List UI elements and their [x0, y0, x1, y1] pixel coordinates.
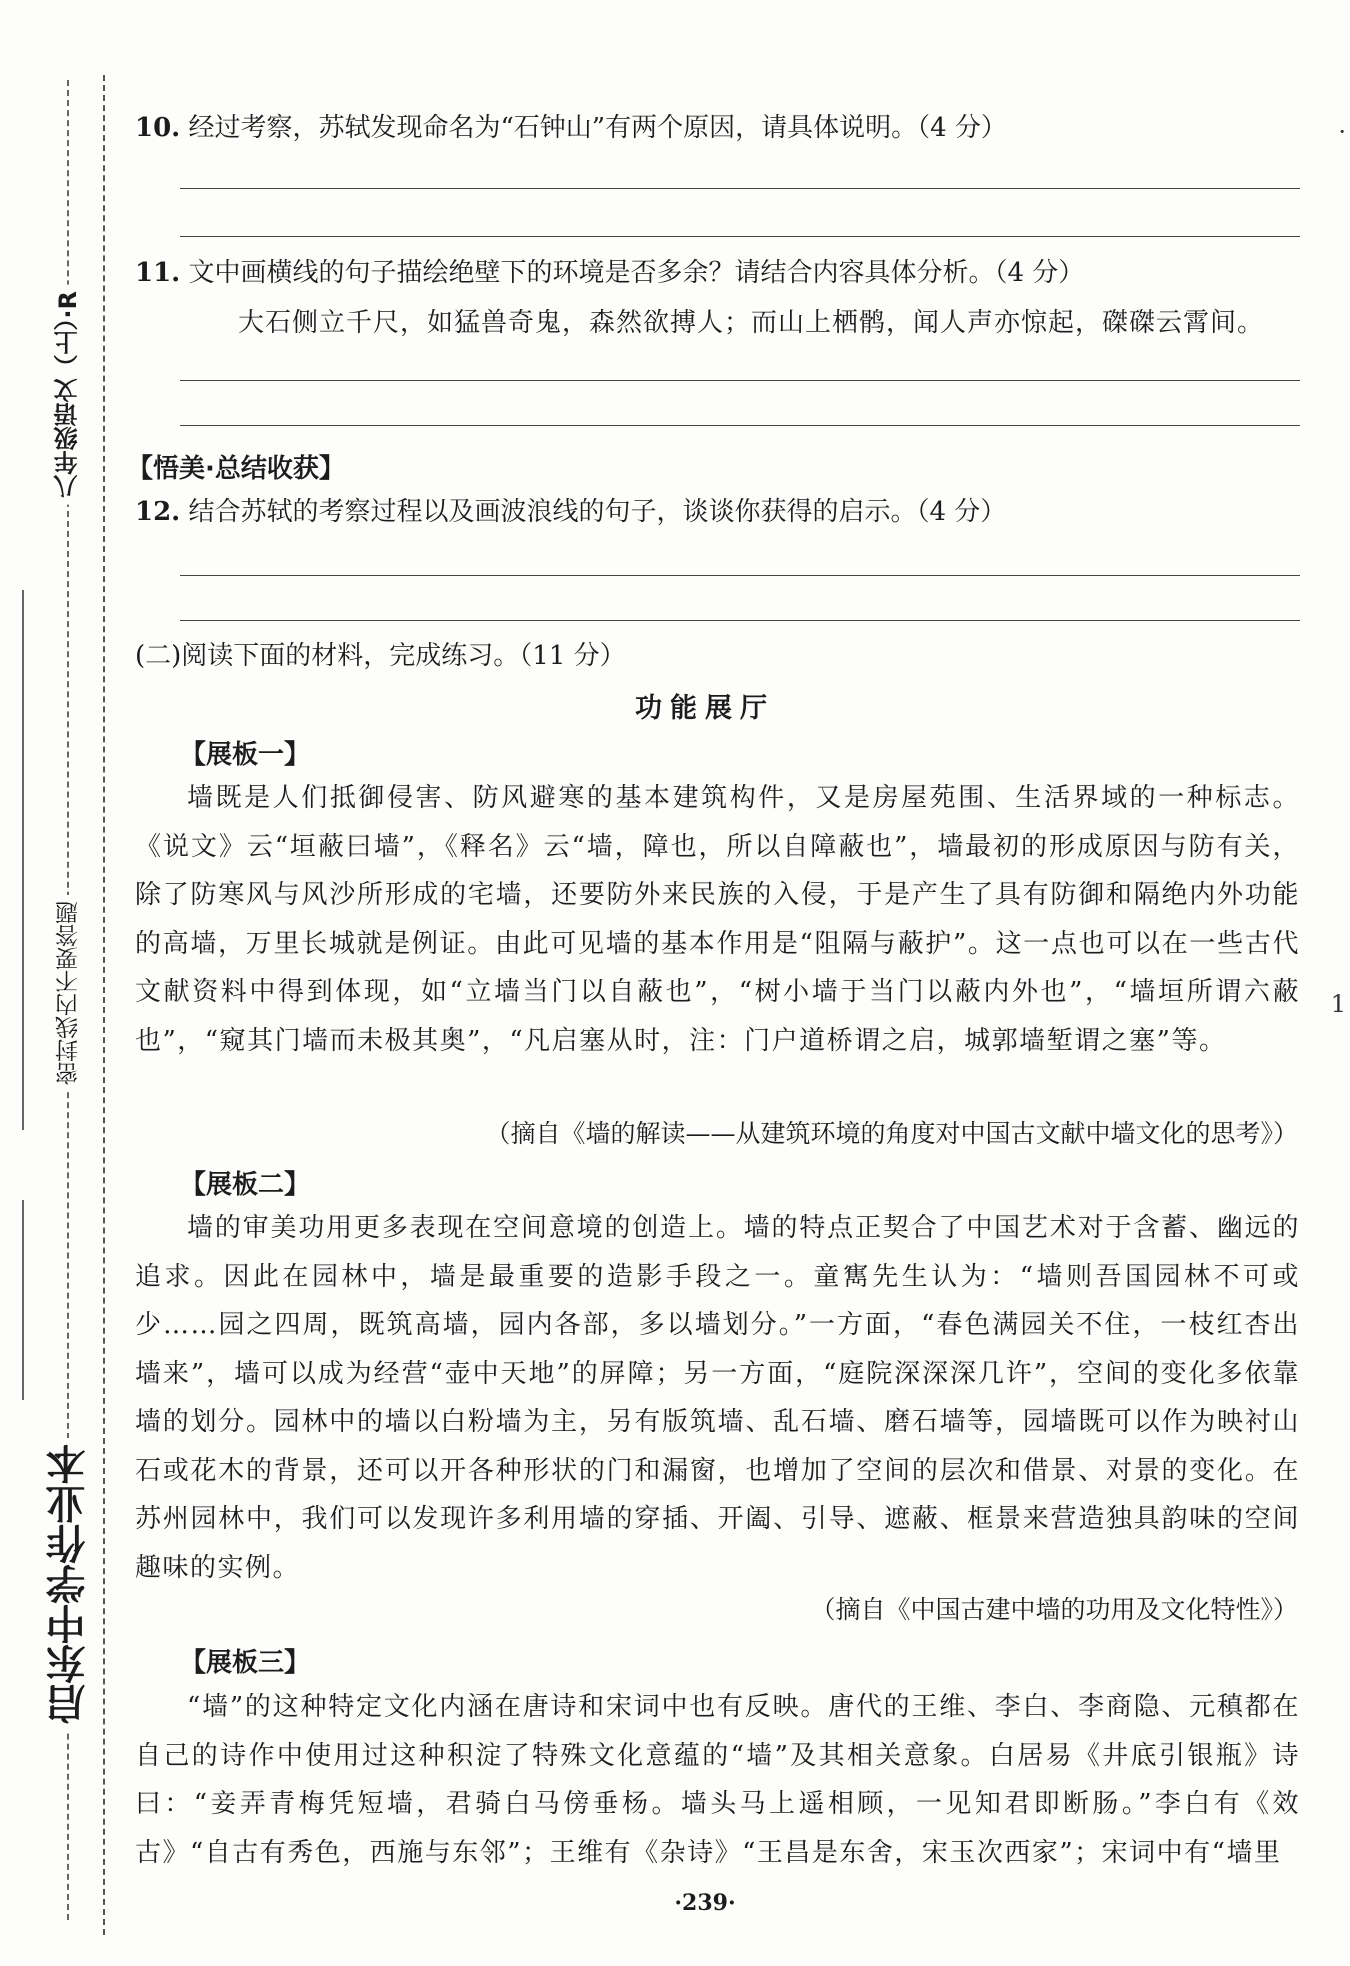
answer-line[interactable] [180, 236, 1300, 237]
spine-book-title: 启东中学作业本 [40, 1438, 97, 1730]
panel-1-source: （摘自《墙的解读——从建筑环境的角度对中国古文献中墙文化的思考》） [485, 1119, 1298, 1148]
question-text: 经过考察，苏轼发现命名为“石钟山”有两个原因，请具体说明。（4 分） [188, 113, 1007, 143]
question-text: 文中画横线的句子描绘绝壁下的环境是否多余？请结合内容具体分析。（4 分） [188, 258, 1085, 288]
question-text: 结合苏轼的考察过程以及画波浪线的句子，谈谈你获得的启示。（4 分） [188, 497, 1007, 527]
margin-dashed-line [103, 75, 105, 1935]
edge-mark: · [1338, 118, 1346, 146]
panel-2-body: 墙的审美功用更多表现在空间意境的创造上。墙的特点正契合了中国艺术对于含蓄、幽远的追求。因此在园林中，墙是最重要的造影手段之一。童寯先生认为：“墙则吾国园林不可或少……园之四周，既筑高墙，园内各部，多以墙划分。”一方面，“春色满园关不住，一枝红杏出墙来”，墙可以成为经营“壶中天地”的屏障；另一方面，“庭院深深深几许”，空间的变化多依靠墙的划分。园林中的墙以白粉墙为主，另有版筑墙、乱石墙、磨石墙等，园墙既可以作为映衬山石或花木的背景，还可以开各种形状的门和漏窗，也增加了空间的层次和借景、对景的变化。在苏州园林中，我们可以发现许多利用墙的穿插、开阖、引导、遮蔽、框景来营造独具韵味的空间趣味的实例。 [135, 1213, 1300, 1583]
binding-solid-line [22, 590, 24, 1130]
edge-mark: 1 [1330, 990, 1346, 1018]
question-10 [135, 110, 1007, 146]
answer-line[interactable] [180, 620, 1300, 621]
binding-solid-line-lower [22, 1200, 24, 1400]
spine-seal-note: 密封线内不要答题 [52, 895, 85, 1091]
section-heading: 【悟美·总结收获】 [127, 454, 345, 484]
question-11 [135, 255, 1084, 291]
panel-2-heading: 【展板二】 [180, 1170, 311, 1200]
answer-line[interactable] [180, 188, 1300, 189]
page-number: ·239· [674, 1890, 736, 1916]
question-number: 11. [135, 258, 181, 288]
panel-1-body: 墙既是人们抵御侵害、防风避寒的基本建筑构件，又是房屋苑围、生活界域的一种标志。《说文》云“垣蔽曰墙”，《释名》云“墙，障也，所以自障蔽也”，墙最初的形成原因与防有关，除了防寒风与风沙所形成的宅墙，还要防外来民族的入侵，于是产生了具有防御和隔绝内外功能的高墙，万里长城就是例证。由此可见墙的基本作用是“阻隔与蔽护”。这一点也可以在一些古代文献资料中得到体现，如“立墙当门以自蔽也”，“树小墙于当门以蔽内外也”，“墙垣所谓六蔽也”，“窥其门墙而未极其奥”，“凡启塞从时，注：门户道桥谓之启，城郭墙堑谓之塞”等。 [135, 783, 1300, 1056]
panel-3-body: “墙”的这种特定文化内涵在唐诗和宋词中也有反映。唐代的王维、李白、李商隐、元稹都在自己的诗作中使用过这种积淀了特殊文化意蕴的“墙”及其相关意象。白居易《井底引银瓶》诗曰：“妾弄青梅凭短墙，君骑白马傍垂杨。墙头马上遥相顾，一见知君即断肠。”李白有《效古》“自古有秀色，西施与东邻”；王维有《杂诗》“王昌是东舍，宋玉次西家”；宋词中有“墙里 [135, 1692, 1300, 1868]
spine-grade-label: 八年级语文（上）·R [50, 285, 85, 505]
question-number: 10. [135, 113, 181, 143]
answer-line[interactable] [180, 575, 1300, 576]
question-12 [135, 494, 1006, 530]
panel-3-heading: 【展板三】 [180, 1648, 311, 1678]
reading-intro: (二)阅读下面的材料，完成练习。（11 分） [135, 641, 626, 671]
question-number: 12. [135, 497, 181, 527]
panel-2-source: （摘自《中国古建中墙的功用及文化特性》） [810, 1595, 1298, 1624]
panel-1-heading: 【展板一】 [180, 740, 311, 770]
answer-line[interactable] [180, 380, 1300, 381]
answer-line[interactable] [180, 425, 1300, 426]
reading-title: 功能展厅 [635, 693, 775, 724]
quoted-sentence: 大石侧立千尺，如猛兽奇鬼，森然欲搏人；而山上栖鹘，闻人声亦惊起，磔磔云霄间。 [238, 308, 1265, 338]
